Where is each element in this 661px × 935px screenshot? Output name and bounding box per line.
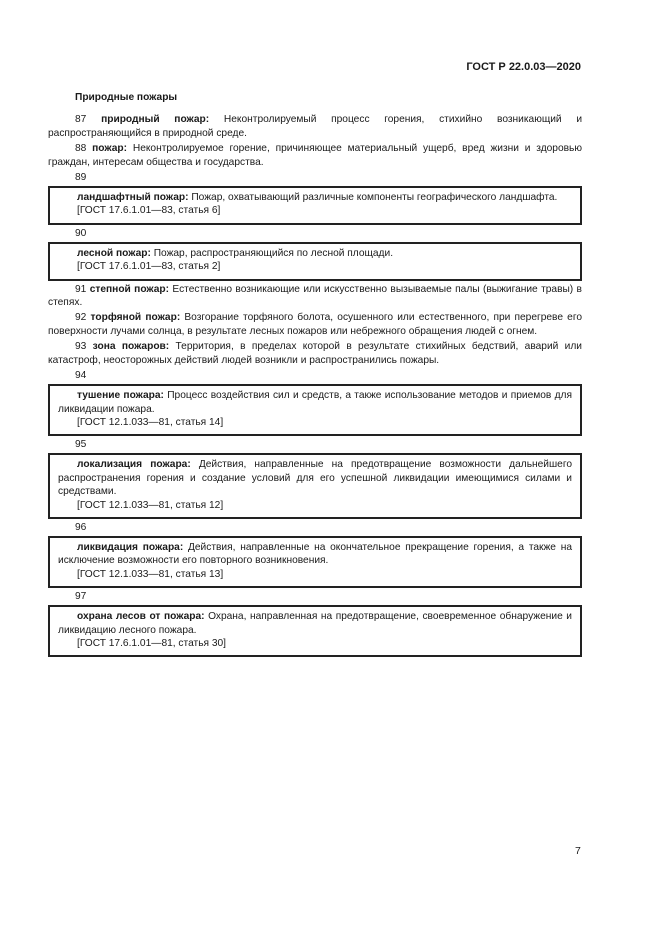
term-source: [ГОСТ 17.6.1.01—83, статья 6] [77, 205, 221, 217]
term-number-97: 97 [75, 591, 87, 603]
term-definition-block [58, 191, 572, 204]
term-number: 87 [75, 114, 87, 126]
term-definition: Пожар, охватывающий различные компоненты географического ландшафта. [188, 192, 558, 204]
term-number-90: 90 [75, 227, 87, 239]
term-entry-92 [48, 311, 582, 338]
term-entry-93 [48, 340, 582, 367]
term-definition: Процесс воздействия сил и средств, а также использование методов и приемов для ликвидации пожара. [58, 390, 572, 415]
term-name: лесной пожар: [77, 247, 151, 259]
term-name: торфяной пожар: [90, 312, 181, 324]
term-definition-block [58, 541, 572, 568]
term-definition: Неконтролируемое горение, причиняющее материальный ущерб, вред жизни и здоровью граждан, интересам общества и государства. [48, 143, 582, 168]
term-name: локализация пожара: [77, 459, 191, 471]
term-definition-block [58, 458, 572, 498]
term-box-89 [48, 186, 582, 225]
term-definition: Естественно возникающие или искусственно вызываемые палы (выжигание травы) в степях. [48, 283, 582, 309]
term-box-97 [48, 605, 582, 657]
term-box-90 [48, 242, 582, 281]
term-box-94 [48, 384, 582, 436]
term-name: тушение пожара: [77, 390, 164, 402]
term-source: [ГОСТ 17.6.1.01—83, статья 2] [77, 261, 221, 273]
term-definition: Неконтролируемый процесс горения, стихийно возникающий и распространяющийся в природной среде. [48, 114, 583, 139]
term-entry-91 [48, 283, 582, 310]
term-number: 93 [75, 341, 87, 353]
term-definition: Действия, направленные на предотвращение возможности дальнейшего распространения горения и создание условий для его успешной ликвидации имеющимися силами и средствами. [58, 459, 572, 498]
term-number-89: 89 [75, 172, 87, 184]
document-code: ГОСТ Р 22.0.03—2020 [466, 61, 581, 73]
term-definition: Действия, направленные на окончательное прекращение горения, а также на исключение возможности его повторного возникновения. [58, 541, 573, 567]
term-number-95: 95 [75, 439, 87, 451]
term-name: степной пожар: [89, 283, 170, 295]
term-number-96: 96 [75, 521, 87, 533]
term-box-95 [48, 453, 582, 519]
term-definition: Охрана, направленная на предотвращение, своевременное обнаружение и ликвидацию лесного пожара. [58, 611, 572, 636]
term-definition: Пожар, распространяющийся по лесной площади. [150, 247, 394, 259]
term-name: зона пожаров: [92, 341, 170, 353]
term-source: [ГОСТ 12.1.033—81, статья 14] [77, 416, 224, 428]
term-definition: Территория, в пределах которой в результате стихийных бедствий, аварий или катастроф, неосторожных действий людей возникли и распространились пожары. [48, 341, 582, 366]
term-box-96 [48, 536, 582, 588]
term-definition-block [58, 389, 572, 416]
term-name: ландшафтный пожар: [77, 192, 189, 204]
term-name: ликвидация пожара: [77, 541, 184, 553]
term-source: [ГОСТ 12.1.033—81, статья 12] [77, 499, 224, 511]
term-number: 91 [75, 283, 87, 295]
term-name: охрана лесов от пожара: [77, 611, 205, 623]
term-entry-87 [48, 113, 582, 140]
term-number: 88 [75, 143, 87, 155]
page-number: 7 [575, 845, 581, 857]
section-heading: Природные пожары [75, 92, 178, 103]
term-source: [ГОСТ 12.1.033—81, статья 13] [77, 568, 224, 580]
term-number: 92 [75, 312, 87, 324]
term-number-94: 94 [75, 370, 87, 382]
term-source: [ГОСТ 17.6.1.01—81, статья 30] [77, 637, 227, 649]
term-definition-block [58, 247, 572, 260]
term-name: пожар: [92, 143, 128, 155]
term-definition: Возгорание торфяного болота, осушенного или естественного, при перегреве его поверхности лучами солнца, в результате лесных пожаров или небрежного обращения людей с огнем. [48, 312, 582, 337]
term-entry-88 [48, 142, 582, 169]
term-definition-block [58, 610, 572, 637]
term-name: природный пожар: [101, 114, 210, 126]
document-body [48, 91, 582, 659]
